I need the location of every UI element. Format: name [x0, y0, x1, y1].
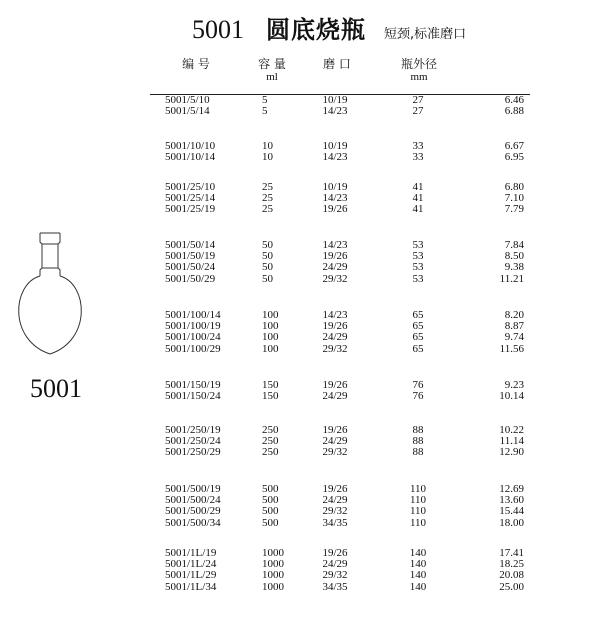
- table-row: [0, 506, 600, 517]
- capacity-value: 500: [262, 494, 279, 507]
- item-code: 5001/50/19: [165, 250, 216, 263]
- item-code: 5001/5/14: [165, 105, 210, 118]
- outer-diameter-value: 88: [412, 446, 424, 459]
- capacity-value: 1000: [262, 547, 284, 559]
- outer-diameter-value: 65: [412, 342, 424, 355]
- price-value: 11.21: [499, 272, 524, 285]
- joint-size: 10/19: [322, 140, 348, 152]
- capacity-unit: ml: [266, 71, 278, 83]
- item-code: 5001/10/10: [165, 140, 216, 152]
- outer-diameter-value: 27: [412, 105, 424, 118]
- price-value: 6.67: [504, 140, 524, 152]
- table-row: [0, 274, 600, 285]
- column-header-code: 编 号: [182, 57, 210, 71]
- price-value: 7.84: [504, 239, 524, 251]
- table-row: [0, 262, 600, 273]
- price-value: 7.79: [504, 203, 524, 216]
- table-row: [0, 391, 600, 402]
- price-value: 11.14: [499, 435, 524, 448]
- joint-size: 19/26: [322, 203, 348, 216]
- capacity-value: 25: [262, 181, 273, 193]
- joint-size: 29/32: [322, 446, 348, 459]
- price-value: 6.46: [504, 94, 524, 106]
- price-value: 12.69: [499, 483, 524, 495]
- item-code: 5001/100/29: [165, 342, 221, 355]
- capacity-value: 250: [262, 435, 279, 448]
- joint-size: 14/23: [322, 192, 348, 205]
- joint-size: 24/29: [322, 558, 348, 571]
- item-code: 5001/500/19: [165, 483, 221, 495]
- item-code: 5001/500/24: [165, 494, 221, 507]
- outer-diameter-value: 65: [412, 331, 424, 344]
- joint-size: 29/32: [322, 342, 348, 355]
- outer-diameter-value: 110: [409, 483, 427, 495]
- item-code: 5001/1L/24: [165, 558, 217, 571]
- capacity-value: 500: [262, 516, 279, 529]
- capacity-value: 50: [262, 261, 273, 274]
- joint-size: 10/19: [322, 181, 348, 193]
- item-code: 5001/250/29: [165, 446, 221, 459]
- outer-diameter-value: 41: [412, 203, 424, 216]
- table-row: [0, 204, 600, 215]
- price-value: 9.38: [504, 261, 524, 274]
- capacity-value: 100: [262, 309, 279, 321]
- item-code: 5001/50/24: [165, 261, 216, 274]
- price-value: 15.44: [499, 505, 524, 518]
- capacity-value: 5: [262, 105, 268, 118]
- joint-size: 34/35: [322, 580, 348, 593]
- price-value: 10.22: [499, 424, 524, 436]
- item-code: 5001/10/14: [165, 151, 216, 164]
- price-value: 6.88: [504, 105, 524, 118]
- figure-label: 5001: [30, 374, 82, 403]
- price-value: 7.10: [504, 192, 524, 205]
- joint-size: 14/23: [322, 105, 348, 118]
- capacity-value: 1000: [262, 569, 284, 582]
- product-code: 5001: [192, 15, 244, 44]
- joint-size: 24/29: [322, 390, 348, 403]
- table-row: [0, 570, 600, 581]
- outer-diameter-value: 41: [412, 192, 424, 205]
- price-value: 20.08: [499, 569, 524, 582]
- price-value: 18.25: [499, 558, 524, 571]
- joint-size: 34/35: [322, 516, 348, 529]
- outer-diameter-unit: mm: [410, 71, 428, 83]
- joint-size: 29/32: [322, 569, 348, 582]
- joint-size: 24/29: [322, 435, 348, 448]
- capacity-value: 25: [262, 192, 273, 205]
- joint-size: 24/29: [322, 261, 348, 274]
- product-name: 圆底烧瓶: [266, 16, 366, 44]
- price-value: 6.95: [504, 151, 524, 164]
- capacity-value: 1000: [262, 558, 284, 571]
- outer-diameter-value: 140: [409, 558, 427, 571]
- joint-size: 29/32: [322, 272, 348, 285]
- capacity-value: 150: [262, 379, 279, 391]
- capacity-value: 250: [262, 446, 279, 459]
- joint-size: 19/26: [322, 379, 348, 391]
- outer-diameter-value: 110: [409, 494, 427, 507]
- column-header-joint: 磨 口: [323, 57, 351, 71]
- joint-size: 19/26: [322, 547, 348, 559]
- outer-diameter-value: 140: [409, 580, 427, 593]
- item-code: 5001/150/24: [165, 390, 221, 403]
- outer-diameter-value: 88: [412, 435, 424, 448]
- joint-size: 19/26: [322, 250, 348, 263]
- item-code: 5001/500/29: [165, 505, 221, 518]
- table-row: [0, 332, 600, 343]
- round-bottom-flask-icon: [10, 228, 90, 368]
- item-code: 5001/150/19: [165, 379, 221, 391]
- capacity-value: 100: [262, 342, 279, 355]
- item-code: 5001/5/10: [165, 94, 210, 106]
- capacity-value: 100: [262, 320, 279, 333]
- table-row: [0, 582, 600, 593]
- capacity-value: 500: [262, 505, 279, 518]
- item-code: 5001/250/24: [165, 435, 221, 448]
- item-code: 5001/500/34: [165, 516, 221, 529]
- item-code: 5001/1L/19: [165, 547, 217, 559]
- outer-diameter-value: 140: [409, 547, 427, 559]
- table-row: [0, 518, 600, 529]
- joint-size: 19/26: [322, 424, 348, 436]
- outer-diameter-value: 53: [412, 239, 424, 251]
- item-code: 5001/250/19: [165, 424, 221, 436]
- capacity-value: 150: [262, 390, 279, 403]
- item-code: 5001/100/14: [165, 309, 221, 321]
- price-value: 10.14: [499, 390, 524, 403]
- item-code: 5001/100/24: [165, 331, 221, 344]
- item-code: 5001/50/29: [165, 272, 216, 285]
- outer-diameter-value: 41: [412, 181, 424, 193]
- outer-diameter-value: 110: [409, 516, 427, 529]
- outer-diameter-value: 53: [412, 272, 424, 285]
- outer-diameter-value: 76: [412, 379, 424, 391]
- item-code: 5001/100/19: [165, 320, 221, 333]
- capacity-value: 10: [262, 140, 273, 152]
- outer-diameter-value: 53: [412, 261, 424, 274]
- capacity-value: 1000: [262, 580, 284, 593]
- price-value: 11.56: [499, 342, 524, 355]
- price-value: 9.23: [504, 379, 524, 391]
- table-row: [0, 152, 600, 163]
- joint-size: 29/32: [322, 505, 348, 518]
- outer-diameter-value: 65: [412, 309, 424, 321]
- outer-diameter-value: 33: [412, 151, 424, 164]
- joint-size: 24/29: [322, 494, 348, 507]
- capacity-value: 50: [262, 272, 273, 285]
- item-code: 5001/25/10: [165, 181, 216, 193]
- column-header-outer-diameter: 瓶外径 mm: [396, 58, 442, 84]
- price-value: 6.80: [504, 181, 524, 193]
- item-code: 5001/25/19: [165, 203, 216, 216]
- price-value: 8.87: [504, 320, 524, 333]
- capacity-value: 10: [262, 151, 273, 164]
- outer-diameter-value: 76: [412, 390, 424, 403]
- joint-size: 19/26: [322, 320, 348, 333]
- price-value: 12.90: [499, 446, 524, 459]
- column-header-capacity: 容 量 ml: [252, 58, 292, 84]
- outer-diameter-value: 33: [412, 140, 424, 152]
- table-row: [0, 344, 600, 355]
- joint-size: 24/29: [322, 331, 348, 344]
- capacity-value: 50: [262, 250, 273, 263]
- price-value: 18.00: [499, 516, 524, 529]
- price-value: 8.50: [504, 250, 524, 263]
- outer-diameter-value: 110: [409, 505, 427, 518]
- price-value: 25.00: [499, 580, 524, 593]
- price-value: 13.60: [499, 494, 524, 507]
- capacity-value: 25: [262, 203, 273, 216]
- price-value: 8.20: [504, 309, 524, 321]
- joint-size: 19/26: [322, 483, 348, 495]
- outer-diameter-value: 65: [412, 320, 424, 333]
- table-row: [0, 447, 600, 458]
- item-code: 5001/50/14: [165, 239, 216, 251]
- outer-diameter-value: 140: [409, 569, 427, 582]
- table-row: [0, 106, 600, 117]
- price-value: 17.41: [499, 547, 524, 559]
- capacity-value: 100: [262, 331, 279, 344]
- joint-size: 14/23: [322, 151, 348, 164]
- capacity-value: 5: [262, 94, 268, 106]
- outer-diameter-value: 53: [412, 250, 424, 263]
- outer-diameter-value: 88: [412, 424, 424, 436]
- product-subtitle: 短颈,标准磨口: [384, 27, 467, 42]
- price-value: 9.74: [504, 331, 524, 344]
- item-code: 5001/1L/29: [165, 569, 217, 582]
- item-code: 5001/1L/34: [165, 580, 217, 593]
- outer-diameter-value: 27: [412, 94, 424, 106]
- capacity-value: 250: [262, 424, 279, 436]
- item-code: 5001/25/14: [165, 192, 216, 205]
- joint-size: 10/19: [322, 94, 348, 106]
- joint-size: 14/23: [322, 309, 348, 321]
- capacity-value: 500: [262, 483, 279, 495]
- joint-size: 14/23: [322, 239, 348, 251]
- capacity-value: 50: [262, 239, 273, 251]
